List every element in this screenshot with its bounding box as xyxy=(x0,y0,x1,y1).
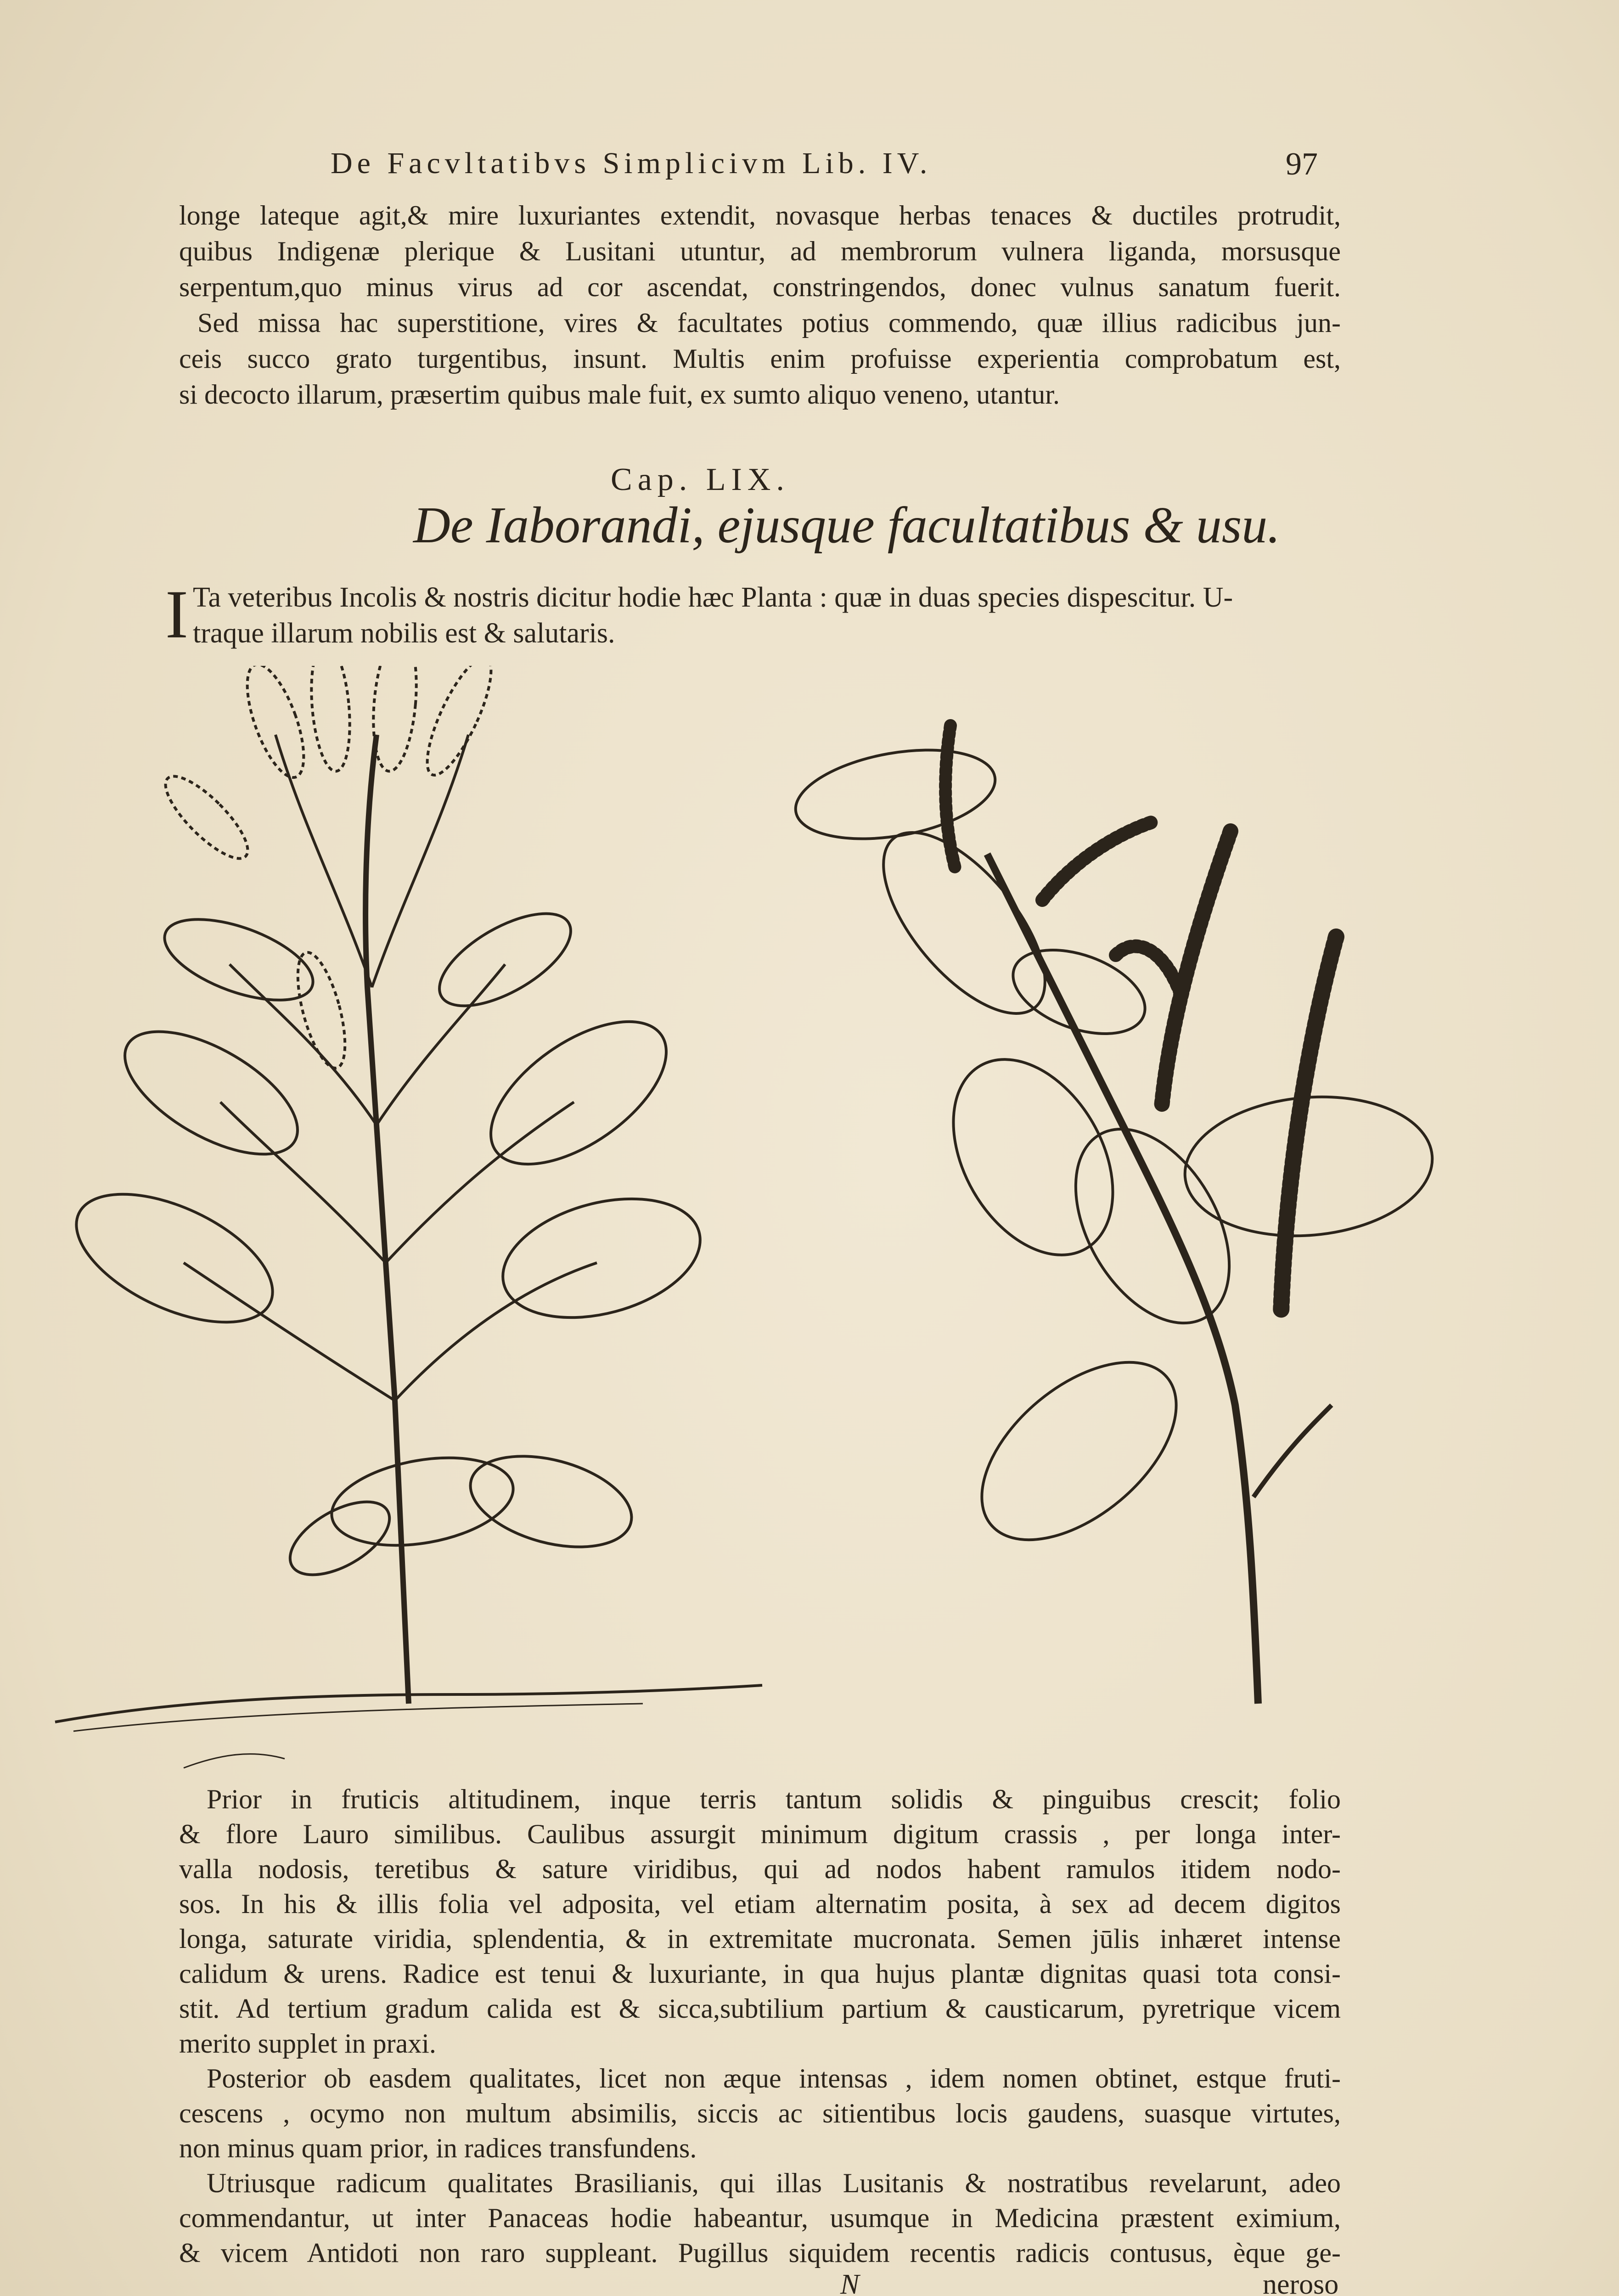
text-line: Prior in fruticis altitudinem, inque terris tantum solidis & pinguibus crescit; folio xyxy=(207,1784,1341,1814)
top-text-block xyxy=(179,197,1341,412)
chapter-number: Cap. LIX. xyxy=(611,462,790,497)
text-line: longe lateque agit,& mire luxuriantes extendit, novasque herbas tenaces & ductiles protrudit, xyxy=(179,200,1341,231)
page-number: 97 xyxy=(1286,146,1318,182)
signature-mark: N xyxy=(840,2269,860,2296)
text-line: & vicem Antidoti non raro suppleant. Pugillus siquidem recentis radicis contusus, èque ge- xyxy=(179,2238,1341,2268)
text-line: valla nodosis, teretibus & sature viridibus, qui ad nodos habent ramulos itidem nodo- xyxy=(179,1854,1341,1884)
catchword: neroso xyxy=(1263,2269,1339,2296)
text-line: & flore Lauro similibus. Caulibus assurgit minimum digitum crassis , per longa inter- xyxy=(179,1819,1341,1849)
woodcut-plant-right xyxy=(758,716,1515,1727)
intro-paragraph xyxy=(193,580,1368,651)
text-line: serpentum,quo minus virus ad cor ascendat, constringendos, donec vulnus sanatum fuerit. xyxy=(179,272,1341,302)
text-line: calidum & urens. Radice est tenui & luxuriante, in qua hujus plantæ dignitas quasi tota consi- xyxy=(179,1958,1341,1989)
text-line: Sed missa hac superstitione, vires & facultates potius commendo, quæ illius radicibus jun- xyxy=(197,308,1341,338)
body-text-block xyxy=(179,1782,1341,2270)
woodcut-plant-left xyxy=(46,666,804,1777)
text-line: traque illarum nobilis est & salutaris. xyxy=(193,618,615,649)
text-line: commendantur, ut inter Panaceas hodie habeantur, usumque in Medicina præstent eximium, xyxy=(179,2203,1341,2233)
running-title: De Facvltatibvs Simplicivm Lib. IV. xyxy=(331,146,932,180)
text-line: merito supplet in praxi. xyxy=(179,2028,436,2059)
text-line: cescens , ocymo non multum absimilis, siccis ac sitientibus locis gaudens, suasque virtutes, xyxy=(179,2098,1341,2128)
text-line: quibus Indigenæ plerique & Lusitani utuntur, ad membrorum vulnera liganda, morsusque xyxy=(179,236,1341,266)
text-line: ceis succo grato turgentibus, insunt. Multis enim profuisse experientia comprobatum est, xyxy=(179,343,1341,374)
text-line: Ta veteribus Incolis & nostris dicitur hodie hæc Planta : quæ in duas species dispescitur. U- xyxy=(193,582,1233,613)
text-line: sos. In his & illis folia vel adposita, vel etiam alternatim posita, à sex ad decem digitos xyxy=(179,1889,1341,1919)
text-line: non minus quam prior, in radices transfundens. xyxy=(179,2133,697,2163)
text-line: Utriusque radicum qualitates Brasilianis, qui illas Lusitanis & nostratibus revelarunt, adeo xyxy=(207,2168,1341,2198)
text-line: stit. Ad tertium gradum calida est & sicca,subtilium partium & causticarum, pyretrique vicem xyxy=(179,1993,1341,2024)
drop-capital: I xyxy=(165,576,188,653)
chapter-title: De Iaborandi, ejusque facultatibus & usu. xyxy=(413,497,1281,554)
text-line: si decocto illarum, præsertim quibus male fuit, ex sumto aliquo veneno, utantur. xyxy=(179,379,1060,410)
text-line: Posterior ob easdem qualitates, licet non æque intensas , idem nomen obtinet, estque fruti- xyxy=(207,2063,1341,2093)
text-line: longa, saturate viridia, splendentia, & in extremitate mucronata. Semen jūlis inhæret intense xyxy=(179,1924,1341,1954)
